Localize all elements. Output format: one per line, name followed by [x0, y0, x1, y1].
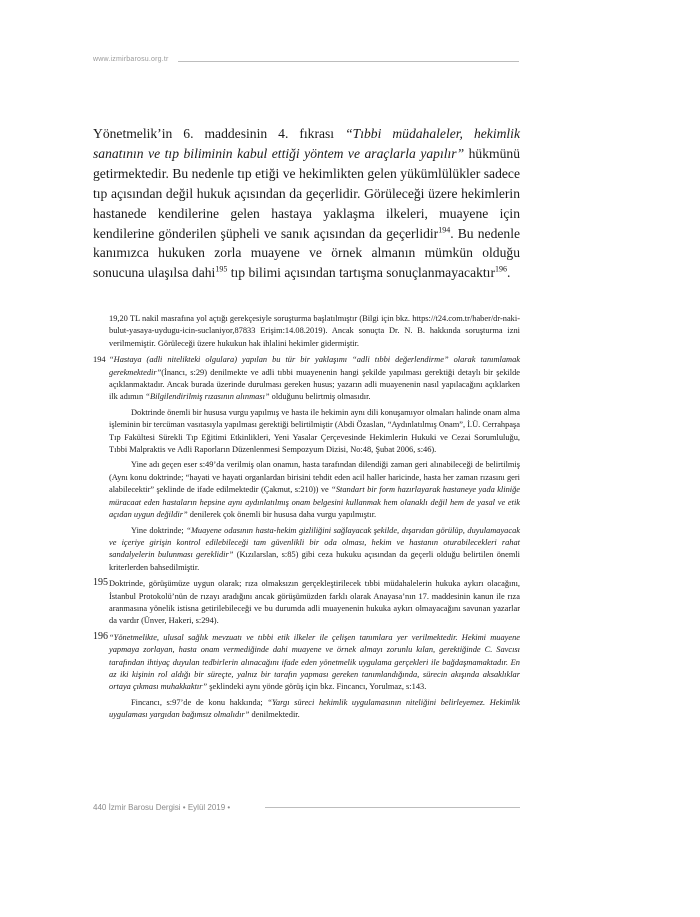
footnote-number: 195: [93, 577, 108, 589]
footnote-ref-194[interactable]: 194: [438, 225, 451, 234]
footnote-text: 19,20 TL nakil masrafına yol açtığı gerekçesiyle soruşturma başlatılmıştır (Bilgi için bkz. https://t24.com.tr/haber/dr-naki-bulut-yasaya-uydugu-icin-suclaniyor,87833 Erişim:14.08.2019). Ancak sonuçta Dr. N. B. hakkında soruşturma izni verilmemiştir. Görüleceği üzere hukukun hak ihlalini hekimler gidermiştir.: [109, 314, 520, 348]
text-run: Yine adı geçen eser s:49’da verilmiş olan onamın, hasta tarafından dilendiği zaman geri alınabileceği de belirtilmiş (Aynı konu doktrinde; “hayati ve hayati organlardan birisini tehdit eden acil haller haricinde, hasta her zaman rızasını geri alabilecektir” şeklinde de ifade edilmektedir (Çakmut, s:210)) ve: [109, 460, 520, 495]
footer-divider: [265, 807, 520, 808]
text-run: denilerek çok önemli bir hususa daha vurgu yapılmıştır.: [187, 510, 377, 520]
footnote-continued: [93, 313, 520, 350]
footnotes-section: [93, 313, 520, 726]
quote: “Yargı süreci hekimlik uygulamasının niteliğini belirleyemez. Hekimlik uygulaması yargıdan bağımsız olmalıdır”: [109, 697, 520, 720]
quoted-regulation: “Tıbbi müdahaleler, hekimlik sanatının ve tıp biliminin kabul ettiği yöntem ve araçlarla yapılır”: [93, 126, 520, 161]
text-run: Fincancı, s:97’de de konu hakkında;: [131, 697, 268, 707]
header-url: www.izmirbarosu.org.tr: [93, 56, 169, 63]
text-run: tıp bilimi açısından tartışma sonuçlanmayacaktır: [227, 265, 495, 281]
footnote-ref-195[interactable]: 195: [215, 264, 228, 274]
text-run: Yönetmelik’in 6. maddesinin 4. fıkrası: [93, 126, 346, 141]
text-run: denilmektedir.: [249, 710, 300, 720]
footnote-number: 194: [93, 355, 106, 365]
text-run: Yine doktrinde;: [131, 525, 187, 535]
main-paragraph: [93, 124, 520, 283]
quote: “Muayene odasının hasta-hekim gizliliğini sağlayacak şekilde, dışarıdan görülüp, duyulamayacak ve içeriye girişin kontrol edilebileceği tam güvenlikli bir oda olması, hekim ve hastanın oturabilecekleri rahat sandalyelerin bulunması gereklidir”: [109, 525, 520, 560]
footnote-196: [93, 632, 520, 722]
quote: “Hastaya (adli nitelikteki olgulara) yapılan bu tür bir yaklaşımı “adli tıbbi değerlendirme” olarak tanımlamak gerekmektedir”: [109, 355, 520, 377]
quote: “Standart bir form hazırlayarak hastaneye yada kliniğe müracaat eden hastaların hepsine aynı aydınlatılmış onam belgesini kullanmak hem olanaklı değil hem de yasal ve etik açıdan uygun değildir”: [109, 485, 520, 520]
text-run: şeklindeki aynı yönde görüş için bkz. Fincancı, Yorulmaz, s:143.: [207, 682, 427, 692]
footnote-number: 196: [93, 630, 108, 642]
page-footer: 440 İzmir Barosu Dergisi • Eylül 2019 •: [93, 803, 231, 812]
footnote-194: [93, 354, 520, 574]
text-run: hükmünü getirmektedir. Bu nedenle tıp etiği ve hekimlikten gelen yükümlülükler sadece tıp açısından değil hukuk açısından da geçerlidir. Görüleceği üzere hekimlerin hastanede kendilerine gelen hastaya yaklaşma ilkeleri, muayene için kendilerine gönderilen şüpheli ve sanık açısından da geçerlidir: [93, 145, 520, 241]
text-run: . Bu nedenle kanımızca hukuken zorla muayene ve örnek almanın mümkün olduğu sonucuna ulaşılsa dahi: [93, 225, 521, 281]
quote: “Yönetmelikte, ulusal sağlık mevzuatı ve tıbbi etik ilkeler ile çelişen tanımlara yer verilmektedir. Hekimi muayene yapmaya zorlayan, hasta onam vermediğinde dahi muayene ve örnek almayı zorunlu kılan, gerektiğinde C. Savcısı tarafından ihtiyaç duyulan tedbirlerin alınacağını ifade eden yönetmelik uygulama gerçekleri ile bağdaşmamaktadır. En az iki kişinin rol aldığı bir süreçte, yalnız bir tarafın yapması gereken tanımlandığında, sürecin akışında aksaklıklar ortaya çıkması muhakkaktır”: [109, 632, 520, 692]
quote: “Bilgilendirilmiş rızasının alınması”: [145, 392, 270, 402]
text-run: .: [506, 265, 511, 281]
footnote-paragraph: Doktrinde önemli bir hususa vurgu yapılmış ve hasta ile hekimin aynı dili konuşamıyor olmaları halinde onam alma işleminin bir tercüman vasıtasıyla yapılması gerektiği belirtilmiştir (Abdi Özaslan, “Aydınlatılmış Onam”, İ.Ü. Cerrahpaşa Tıp Fakültesi Sürekli Tıp Eğitimi Etkinlikleri, Yeni Yasalar Çerçevesinde Hekimlerin Hukuki ve Cezai Sorumluluğu, Tıbbi Malpraktis ve Adli Raporların Düzenlenmesi Sempozyum Dizisi, No:48, Şubat 2006, s:46).: [109, 407, 520, 455]
footnote-ref-196[interactable]: 196: [494, 264, 507, 274]
text-run: (Kızılarslan, s:85) gibi ceza hukuku açısından da geçerli olduğu belirtilen önemli kriterlerden bahsedilmiştir.: [109, 550, 520, 572]
text-run: olduğunu belirtmiş olmasıdır.: [269, 392, 371, 402]
text-run: (İnancı, s:29) denilmekte ve adli tıbbi muayenenin hangi şekilde yapılması gerektiği detaylı bir şekilde açıklanmaktadır. Ancak burada üzerinde durulması gereken husus; yazarın adli muayenenin nasıl yapılacağını açıklarken ilk adımın: [109, 367, 520, 402]
footnote-195: [93, 578, 520, 628]
footnote-text: Doktrinde, görüşümüze uygun olarak; rıza olmaksızın gerçekleştirilecek tıbbi müdahalelerin hukuka aykırı olacağını, İstanbul Protokolü’nün de rızayı aradığını ancak görüşümüzden farklı olarak Anayasa’nın 17. maddesinin kanun ile rıza aranmasına yönelik istisna getirilebileceği ve bu durumda adli muayenenin hukuka aykırı olmayacağını savunan yazarlar da vardır (Ünver, Hakeri, s:294).: [109, 579, 520, 626]
header-divider: [178, 61, 519, 62]
